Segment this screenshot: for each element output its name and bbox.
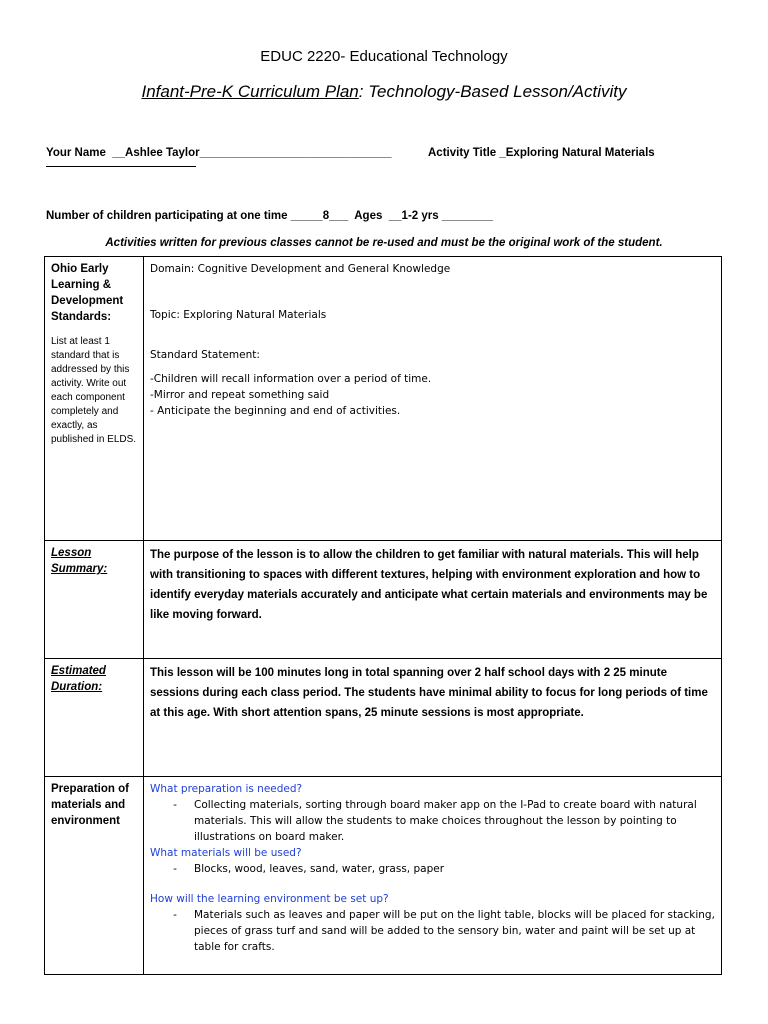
bullet-dash: - (173, 863, 177, 875)
preparation-question: What preparation is needed? (150, 783, 303, 795)
table-row (45, 659, 722, 777)
your-name-field: Your Name __Ashlee Taylor______________________________ (46, 147, 392, 159)
list-item (150, 861, 715, 877)
standards-content-cell (144, 257, 722, 541)
environment-answer: Materials such as leaves and paper will be put on the light table, blocks will be placed for stacking, pieces of grass turf and sand will be added to the sensory bin, water and paint will be set up at table for crafts. (194, 909, 715, 953)
bullet-dash: - (173, 909, 177, 921)
table-row (45, 257, 722, 541)
duration-content-cell: This lesson will be 100 minutes long in total spanning over 2 half school days with 2 25 minute sessions during each class period. The students have minimal ability to focus for long periods of time at this age. With short attention spans, 25 minute sessions is most appropriate. (144, 659, 722, 777)
preparation-content-cell (144, 777, 722, 975)
standard-statement: - Anticipate the beginning and end of activities. (150, 405, 401, 417)
standards-label: Ohio Early Learning & Development Standards: (51, 263, 124, 323)
table-row (45, 541, 722, 659)
standard-statement: -Children will recall information over a period of time. (150, 373, 432, 385)
blank-underline (46, 166, 196, 167)
topic-text: Topic: Exploring Natural Materials (150, 309, 327, 321)
duration-label-cell (45, 659, 144, 777)
table-row (45, 777, 722, 975)
environment-question: How will the learning environment be set up? (150, 893, 389, 905)
originality-notice: Activities written for previous classes cannot be re-used and must be the original work of the student. (105, 237, 663, 249)
standards-label-cell (45, 257, 144, 541)
course-title: EDUC 2220- Educational Technology (260, 48, 508, 65)
preparation-answer: Collecting materials, sorting through board maker app on the I-Pad to create board with natural materials. This will allow the students to make choices throughout the lesson by pointing to illustrations on board maker. (194, 799, 697, 843)
bullet-dash: - (173, 799, 177, 811)
curriculum-plan-table (44, 256, 722, 975)
summary-label-cell (45, 541, 144, 659)
standard-statement-heading: Standard Statement: (150, 349, 260, 361)
plan-title (0, 82, 768, 102)
standards-instructions: List at least 1 standard that is addressed by this activity. Write out each component completely and exactly, as published in ELDS. (51, 336, 137, 445)
list-item (150, 797, 715, 845)
materials-question: What materials will be used? (150, 847, 302, 859)
plan-title-rest: : Technology-Based Lesson/Activity (358, 82, 627, 101)
plan-title-underlined: Infant-Pre-K Curriculum Plan (141, 82, 359, 101)
list-item (150, 907, 715, 955)
summary-content-cell: The purpose of the lesson is to allow the children to get familiar with natural materials. This will help with transitioning to spaces with different textures, helping with environment exploration and how to identify everyday materials accurately and anticipate what certain materials and environments may be like moving forward. (144, 541, 722, 659)
estimated-duration-label: Estimated Duration: (51, 665, 106, 693)
lesson-summary-label: Lesson Summary: (51, 547, 108, 575)
preparation-label-cell (45, 777, 144, 975)
preparation-label: Preparation of materials and environment (51, 783, 129, 827)
activity-title-field: Activity Title _Exploring Natural Materials (428, 147, 655, 159)
participants-field: Number of children participating at one time _____8___ Ages __1-2 yrs ________ (46, 210, 493, 222)
domain-text: Domain: Cognitive Development and General Knowledge (150, 263, 451, 275)
standard-statement: -Mirror and repeat something said (150, 389, 330, 401)
materials-answer: Blocks, wood, leaves, sand, water, grass, paper (194, 863, 445, 875)
